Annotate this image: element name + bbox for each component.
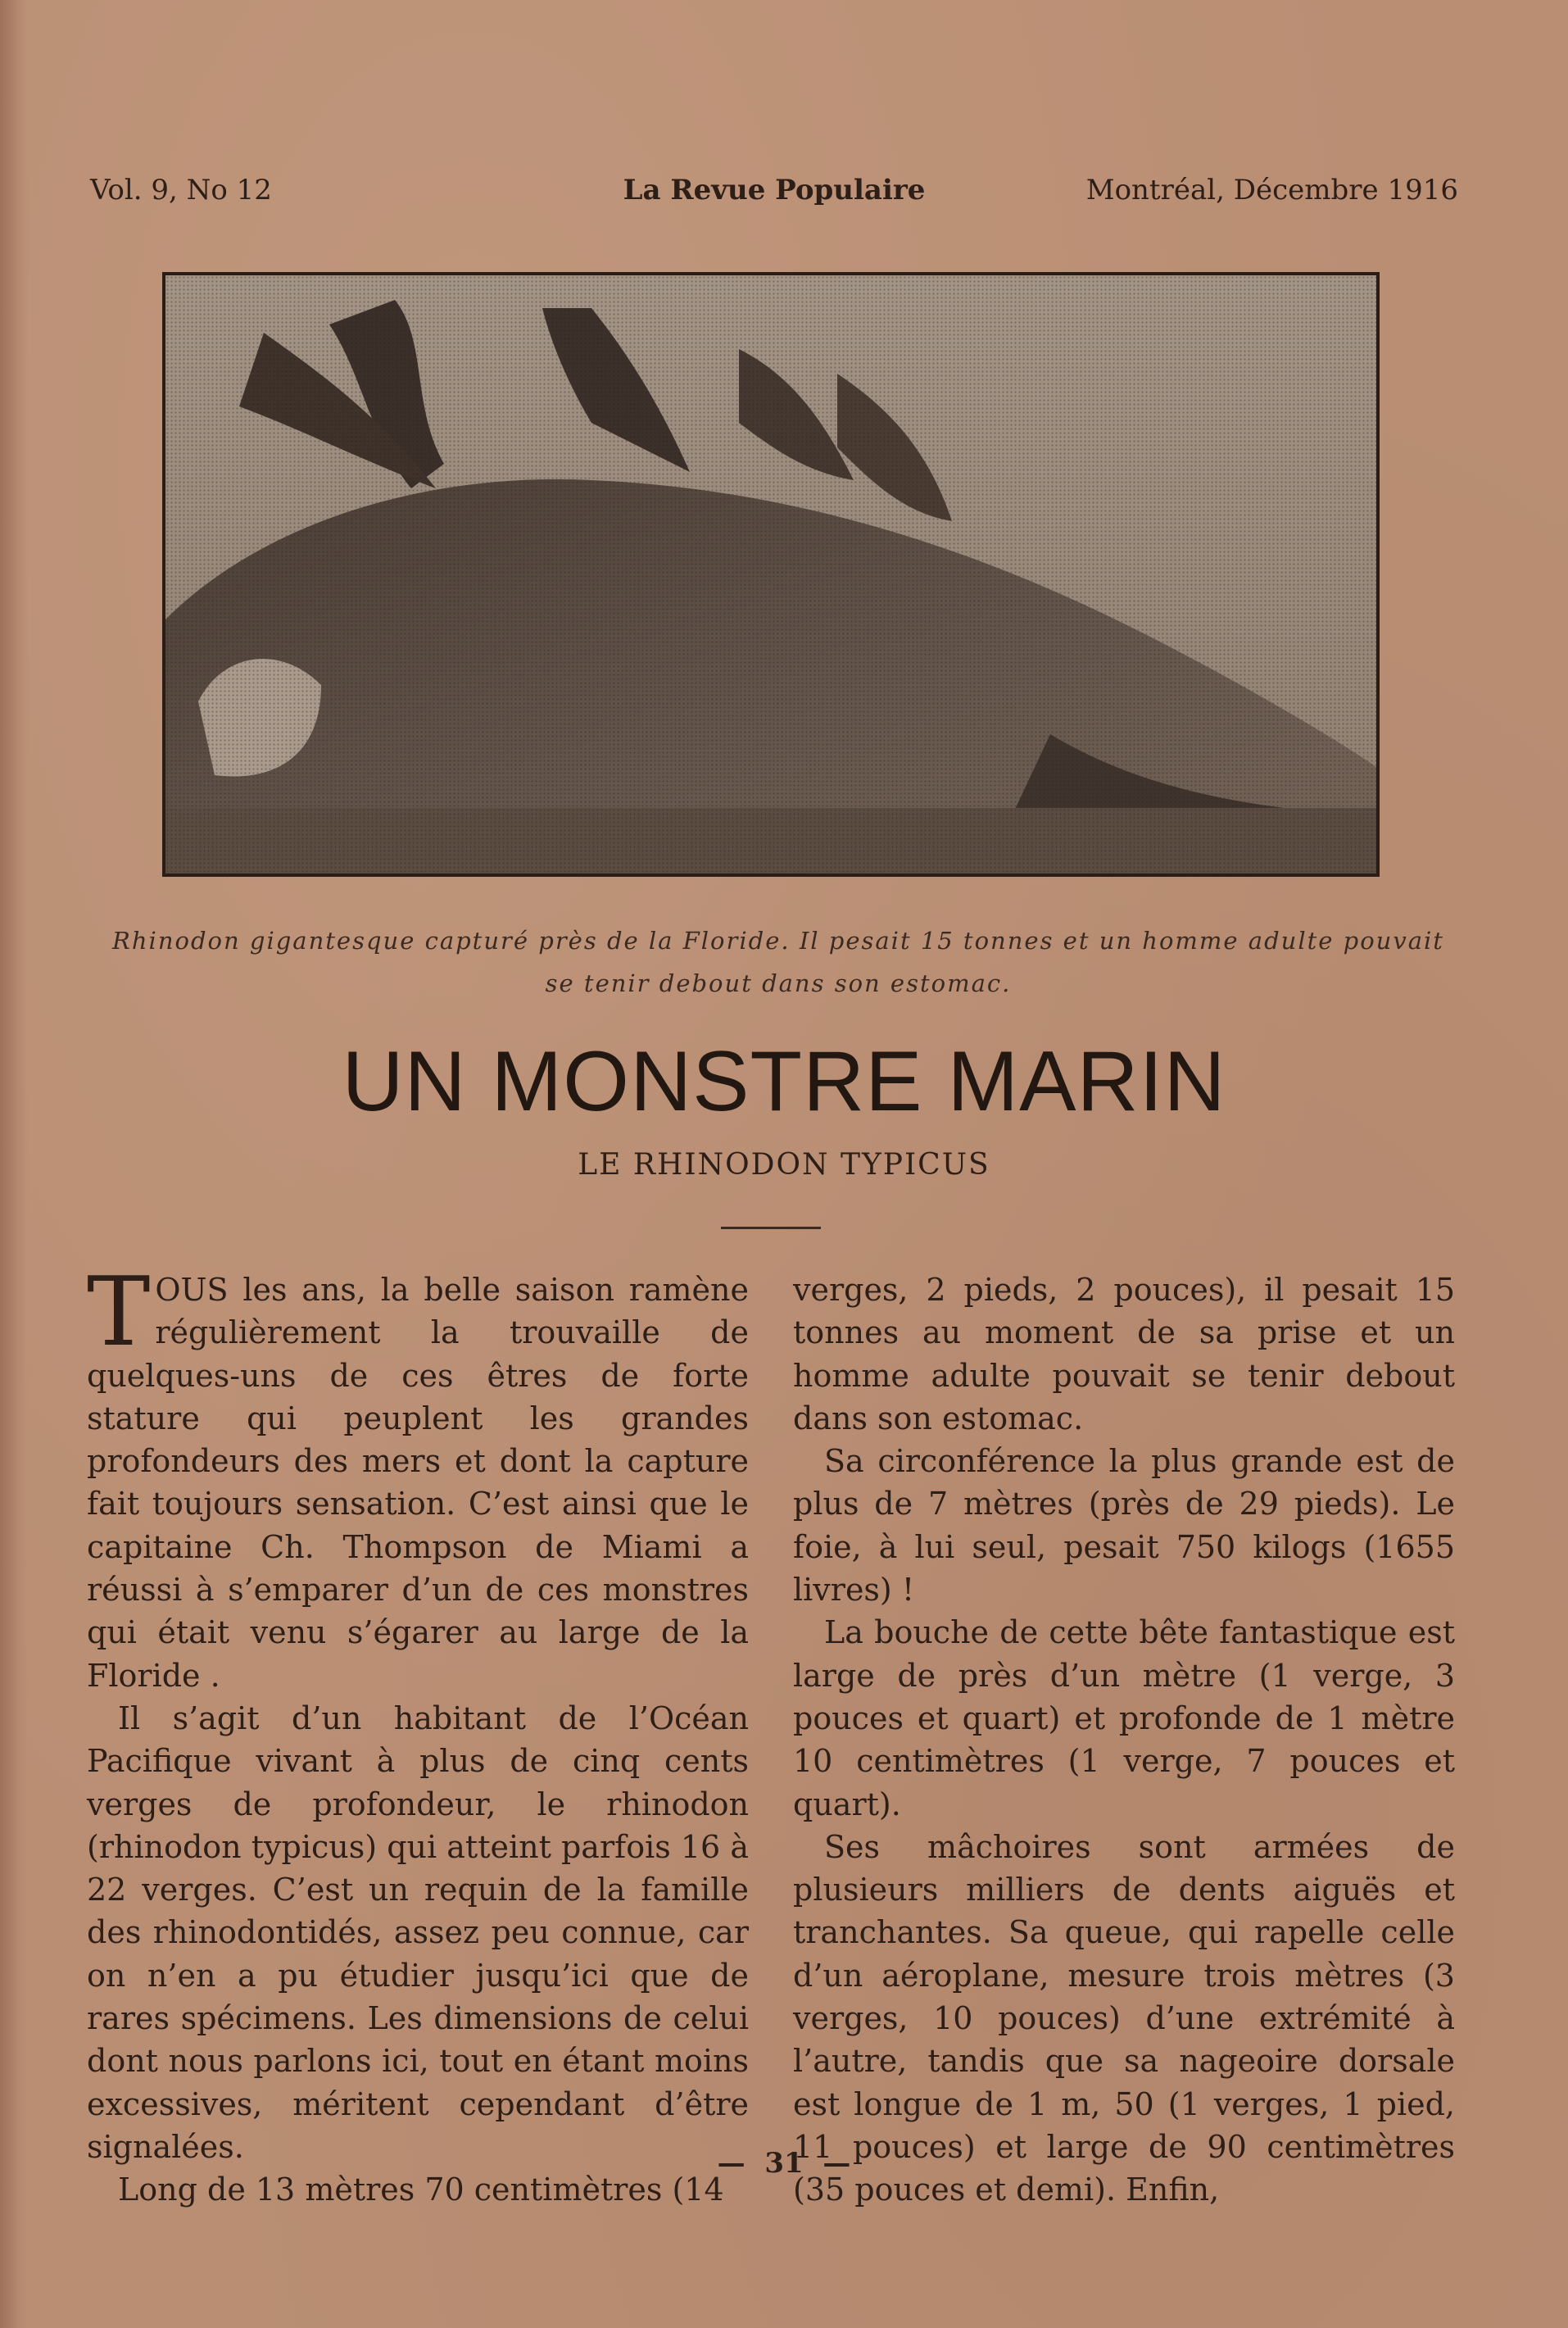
issue-date: Montréal, Décembre 1916 (1085, 174, 1458, 206)
title-divider (721, 1227, 821, 1229)
photo-illustration (165, 275, 1376, 874)
text-column-right (793, 1268, 1455, 2212)
running-header (90, 174, 1458, 215)
article-title: UN MONSTRE MARIN (342, 1034, 1226, 1129)
publication-name: La Revue Populaire (623, 174, 926, 206)
paragraph (87, 1257, 749, 1697)
article-subtitle: LE RHINODON TYPICUS (578, 1148, 990, 1182)
caption-line-2: se tenir debout dans son estomac. (545, 969, 1012, 997)
page-number: — 31 — (717, 2147, 851, 2180)
paragraph: La bouche de cette bête fantastique est large de près d’un mètre (1 verge, 3 pouces et quart) et profonde de 1 mètre 10 centimètres (1 verge, 7 pouces et quart). (793, 1614, 1455, 1822)
paragraph: Il s’agit d’un habitant de l’Océan Pacifique vivant à plus de cinq cents verges de profondeur, le rhinodon (rhinodon typicus) qui atteint parfois 16 à 22 verges. C’est un requin de la famille des rhinodontidés, assez peu connue, car on n’en a pu étudier jusqu’ici que de rares spécimens. Les dimensions de celui dont nous parlons ici, tout en étant moins excessives, méritent cependant d’être signalées. (87, 1699, 749, 2165)
volume-number: Vol. 9, No 12 (90, 174, 272, 206)
rhinodon-photograph (162, 272, 1380, 877)
paragraph: verges, 2 pieds, 2 pouces), il pesait 15 tonnes au moment de sa prise et un homme adulte pouvait se tenir debout dans son estomac. (793, 1272, 1455, 1436)
photo-caption (98, 919, 1458, 1005)
paragraph: Long de 13 mètres 70 centimètres (14 (118, 2171, 724, 2208)
paragraph: Ses mâchoires sont armées de plusieurs milliers de dents aiguës et tranchantes. Sa queue, qui rapelle celle d’un aéroplane, mesure trois mètres (3 verges, 10 pouces) d’une extrémité à l’autre, tandis que sa nageoire dorsale est longue de 1 m, 50 (1 verges, 1 pied, 11 pouces) et large de 90 centimètres (35 pouces et demi). Enfin, (793, 1828, 1455, 2208)
paragraph-text: OUS les ans, la belle saison ramène régulièrement la trouvaille de quelques-uns de ces êtres de forte stature qui peuplent les grandes profondeurs des mers et dont la capture fait toujours sensation. C’est ainsi que le capitaine Ch. Thompson de Miami a réussi à s’emparer d’un de ces monstres qui était venu s’égarer au large de la Floride . (87, 1272, 749, 1694)
drop-cap: T (87, 1257, 151, 1368)
caption-line-1: Rhinodon gigantesque capturé près de la Floride. Il pesait 15 tonnes et un homme adulte pouvait (112, 927, 1444, 955)
paragraph: Sa circonférence la plus grande est de plus de 7 mètres (près de 29 pieds). Le foie, à lui seul, pesait 750 kilogs (1655 livres) ! (793, 1443, 1455, 1609)
text-column-left (87, 1257, 749, 2212)
